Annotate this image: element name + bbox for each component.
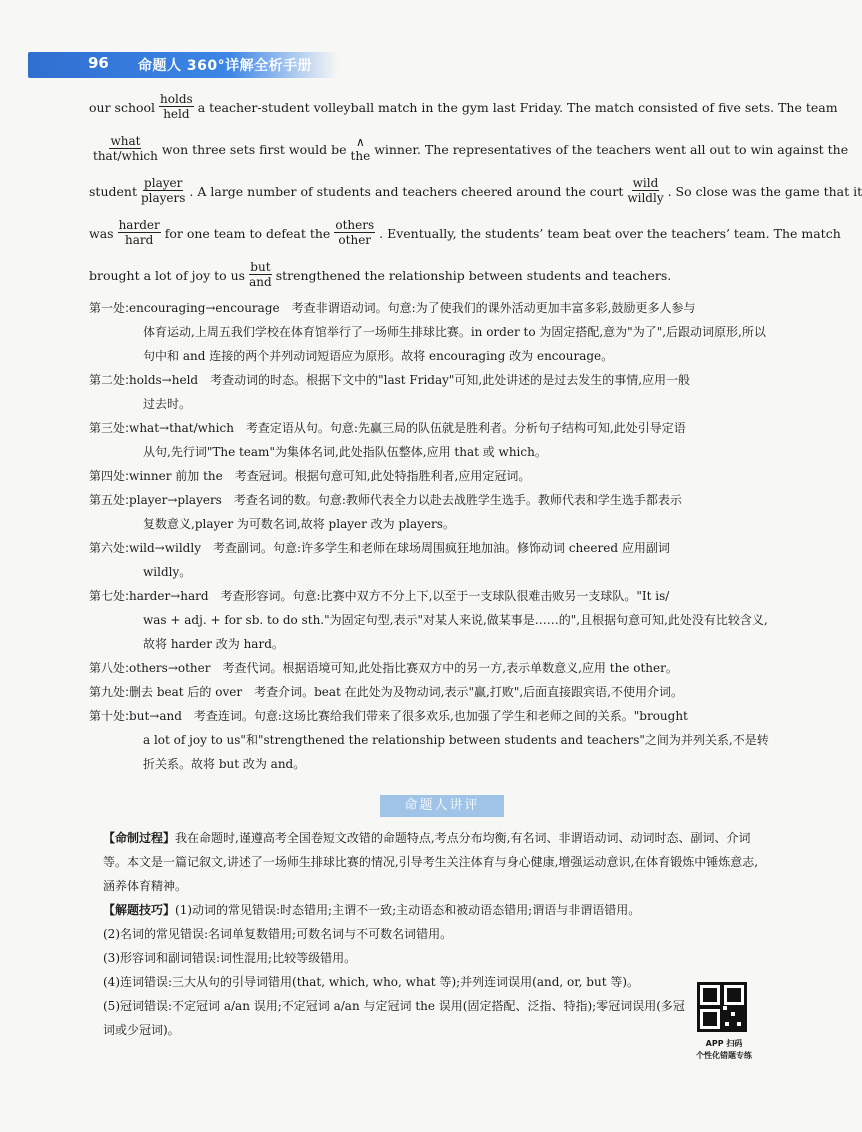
qr-label	[684, 1038, 764, 1062]
commentary-text: 我在命题时,谨遵高考全国卷短文改错的命题特点,考点分布均衡,有名词、非谓语动词、动词时态、副词、介词等。本文是一篇记叙文,讲述了一场师生排球比赛的情况,引导考生关注体育与身心健康,增强运动意识,在体育锻炼中锤炼意志,涵养体育精神。	[103, 831, 759, 893]
correction-old: held	[163, 107, 190, 121]
passage-text: for one team to defeat the	[164, 225, 331, 241]
answer-item	[89, 680, 769, 704]
passage-line-5	[89, 254, 769, 296]
correction	[159, 92, 194, 122]
passage-text: . So close was the game that it	[667, 183, 862, 199]
passage-text: student	[89, 183, 137, 199]
answer-tag: 第四处:	[89, 469, 130, 483]
answer-tag: 第五处:	[89, 493, 130, 507]
passage-text: was	[89, 225, 114, 241]
answer-item	[89, 416, 769, 464]
qr-label-line: APP 扫码	[705, 1039, 743, 1048]
page-number: 96	[88, 54, 109, 72]
commentary-paragraph	[103, 898, 767, 922]
answer-item	[89, 536, 769, 584]
answer-first-line: player→players 考查名词的数。句意:教师代表全力以赴去战胜学生选手。教师代表和学生选手都表示	[129, 493, 682, 507]
answer-tag: 第六处:	[89, 541, 130, 555]
commentary-paragraph	[103, 946, 767, 970]
page-header	[28, 52, 338, 78]
passage-text: our school	[89, 99, 156, 115]
correction	[249, 260, 272, 290]
passage-text: winner. The representatives of the teachers went all out to win against the	[374, 141, 849, 157]
answer-continuation: 从句,先行词"The team"为集体名词,此处指队伍整体,应用 that 或 which。	[143, 445, 547, 459]
correction-new: wild	[632, 176, 659, 190]
answer-first-line: 删去 beat 后的 over 考查介词。beat 在此处为及物动词,表示"赢,打败",后面直接跟宾语,不使用介词。	[129, 685, 683, 699]
answer-item	[89, 488, 769, 536]
commentary-banner: 命题人讲评	[380, 795, 504, 817]
commentary-paragraph	[103, 994, 767, 1042]
passage-text: strengthened the relationship between students and teachers.	[275, 267, 672, 283]
passage-line-4	[89, 212, 841, 254]
answer-tag: 第九处:	[89, 685, 130, 699]
passage-line-1	[89, 86, 838, 128]
correction-old: that/which	[93, 149, 158, 163]
answer-continuation: was + adj. + for sb. to do sth."为固定句型,表示"对某人来说,做某事是……的",且根据句意可知,此处没有比较含义,故将 harder 改为 hard。	[143, 613, 768, 651]
correction-old: and	[249, 275, 272, 289]
correction-old: players	[140, 191, 186, 205]
answer-tag: 第七处:	[89, 589, 130, 603]
correction	[334, 218, 375, 248]
qr-label-line: 个性化错题专练	[696, 1051, 752, 1060]
correction-old: wildly	[627, 191, 664, 205]
insertion-word: the	[350, 148, 371, 163]
answer-item	[89, 656, 769, 680]
caret-icon: ∧	[355, 134, 365, 149]
answer-first-line: others→other 考查代词。根据语境可知,此处指比赛双方中的另一方,表示单数意义,应用 the other。	[129, 661, 678, 675]
correction-new: what	[110, 134, 141, 148]
correction-old: hard	[124, 233, 154, 247]
correction	[627, 176, 663, 206]
passage-text: . A large number of students and teachers cheered around the court	[189, 183, 624, 199]
answer-first-line: encouraging→encourage 考查非谓语动词。句意:为了使我们的课外活动更加丰富多彩,鼓励更多人参与	[129, 301, 696, 315]
commentary-lead: 【解题技巧】	[103, 903, 176, 917]
answer-continuation: 复数意义,player 为可数名词,故将 player 改为 players。	[143, 517, 455, 531]
answer-first-line: harder→hard 考查形容词。句意:比赛中双方不分上下,以至于一支球队很难击败另一支球队。"It is/	[129, 589, 670, 603]
correction-old: other	[338, 233, 372, 247]
commentary-text: (1)动词的常见错误:时态错用;主谓不一致;主动语态和被动语态错用;谓语与非谓语错用。	[175, 903, 641, 917]
commentary-paragraph	[103, 826, 767, 898]
passage-text: brought a lot of joy to us	[89, 267, 246, 283]
answer-tag: 第一处:	[89, 301, 130, 315]
passage-text: a teacher-student volleyball match in the gym last Friday. The match consisted of five sets. The team	[197, 99, 838, 115]
passage-line-2	[89, 128, 849, 170]
correction	[141, 176, 185, 206]
insertion-mark	[351, 135, 371, 164]
commentary-lead: 【命制过程】	[103, 831, 176, 845]
answer-tag: 第三处:	[89, 421, 130, 435]
passage-text: won three sets first would be	[161, 141, 347, 157]
answer-item	[89, 464, 769, 488]
answer-tag: 第二处:	[89, 373, 130, 387]
correction	[93, 134, 158, 164]
answer-first-line: what→that/which 考查定语从句。句意:先赢三局的队伍就是胜利者。分析句子结构可知,此处引导定语	[129, 421, 686, 435]
commentary-paragraph	[103, 970, 767, 994]
answer-first-line: wild→wildly 考查副词。句意:许多学生和老师在球场周围疯狂地加油。修饰动词 cheered 应用副词	[129, 541, 670, 555]
answer-tag: 第十处:	[89, 709, 130, 723]
corrected-passage	[89, 86, 862, 296]
answer-first-line: but→and 考查连词。句意:这场比赛给我们带来了很多欢乐,也加强了学生和老师之间的关系。"brought	[129, 709, 688, 723]
correction	[118, 218, 161, 248]
answer-continuation: a lot of joy to us"和"strengthened the relationship between students and teachers"之间为并列关系,不是转折关系。故将 but 改为 and。	[143, 733, 769, 771]
correction-new: holds	[160, 92, 193, 106]
answer-item	[89, 368, 769, 416]
qr-code-icon[interactable]	[697, 982, 747, 1032]
commentary-text: (5)冠词错误:不定冠词 a/an 误用;不定冠词 a/an 与定冠词 the 误用(固定搭配、泛指、特指);零冠词误用(多冠词或少冠词)。	[103, 999, 685, 1037]
passage-line-3	[89, 170, 862, 212]
answer-first-line: holds→held 考查动词的时态。根据下文中的"last Friday"可知,此处讲述的是过去发生的事情,应用一般	[129, 373, 691, 387]
answer-item	[89, 296, 769, 368]
answer-continuation: 过去时。	[143, 397, 192, 411]
answer-tag: 第八处:	[89, 661, 130, 675]
answer-first-line: winner 前加 the 考查冠词。根据句意可知,此处特指胜利者,应用定冠词。	[129, 469, 531, 483]
commentary-text: (4)连词错误:三大从句的引导词错用(that, which, who, what 等);并列连词误用(and, or, but 等)。	[103, 975, 640, 989]
answer-item	[89, 704, 769, 776]
commentary-text: (2)名词的常见错误:名词单复数错用;可数名词与不可数名词错用。	[103, 927, 453, 941]
answer-item	[89, 584, 769, 656]
correction-new: others	[335, 218, 375, 232]
answer-explanations	[89, 296, 769, 776]
correction-new: but	[250, 260, 271, 274]
commentary-paragraph	[103, 922, 767, 946]
passage-text: . Eventually, the students’ team beat over the teachers’ team. The match	[379, 225, 841, 241]
correction-new: player	[144, 176, 183, 190]
correction-new: harder	[118, 218, 160, 232]
commentary-section	[103, 826, 767, 1042]
answer-continuation: wildly。	[143, 565, 192, 579]
book-title: 命题人 360°详解全析手册	[138, 58, 313, 74]
commentary-text: (3)形容词和副词错误:词性混用;比较等级错用。	[103, 951, 357, 965]
answer-continuation: 体育运动,上周五我们学校在体育馆举行了一场师生排球比赛。in order to 为固定搭配,意为"为了",后跟动词原形,所以句中和 and 连接的两个并列动词短语应为原形。故将 encouraging 改为 encourage。	[143, 325, 766, 363]
